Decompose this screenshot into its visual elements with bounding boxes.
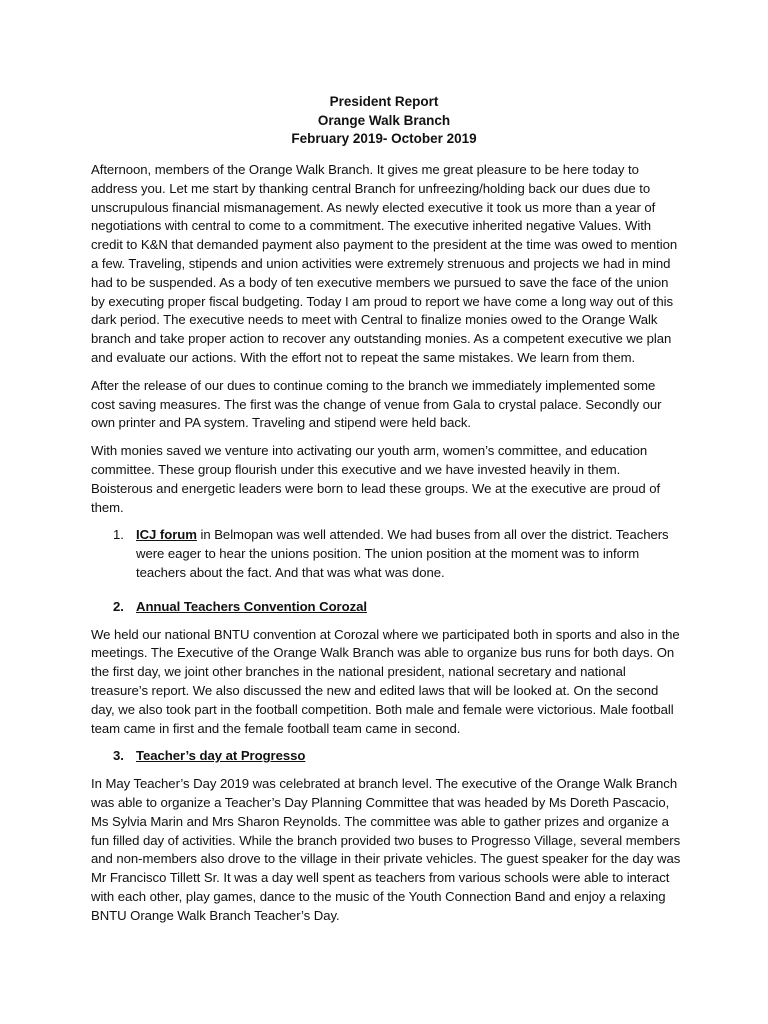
paragraph-teachers-day: In May Teacher’s Day 2019 was celebrated at branch level. The executive of the Orange Walk Branch was able to organize a Teacher’s Day Planning Committee that was headed by Ms Doreth Pascacio, Ms Sylvia Marin and Mrs Sharon Reynolds. The committee was able to gather prizes and organize a fun filled day of activities. While the branch provided two buses to Progresso Village, several members and non-members also drove to the village in their private vehicles. The guest speaker for the day was Mr Francisco Tillett Sr. It was a day well spent as teachers from various schools were able to interact with each other, play games, dance to the music of the Youth Connection Band and enjoy a relaxing BNTU Orange Walk Branch Teacher’s Day. <box>91 776 681 923</box>
section-heading-convention <box>91 598 681 617</box>
section-number: 3. <box>113 748 124 764</box>
title-line-period: February 2019- October 2019 <box>291 131 477 146</box>
list-number: 1. <box>113 527 124 543</box>
section-title-teachers-day: Teacher’s day at Progresso <box>136 748 306 764</box>
paragraph-committees: With monies saved we venture into activating our youth arm, women’s committee, and education committee. These group flourish under this executive and we have invested heavily in them. Boisterous and energetic leaders were born to lead these groups. We at the executive are proud of them. <box>91 443 661 515</box>
title-line-report: President Report <box>329 94 439 109</box>
paragraph-cost-saving: After the release of our dues to continue coming to the branch we immediately implemented some cost saving measures. The first was the change of venue from Gala to crystal palace. Secondly our own printer and PA system. Traveling and stipend were held back. <box>91 377 662 431</box>
list-heading-icj-forum: ICJ forum <box>136 527 197 543</box>
report-title <box>0 93 768 149</box>
section-number: 2. <box>113 598 124 614</box>
paragraph-intro: Afternoon, members of the Orange Walk Branch. It gives me great pleasure to be here today to address you. Let me start by thanking central Branch for unfreezing/holding back our dues due to unscrupulous financial mismanagement. As newly elected executive it took us more than a year of negotiations with central to come to a commitment. The executive inherited negative Values. With credit to K&N that demanded payment also payment to the president at the time was owed to mention a few. Traveling, stipends and union activities were extremely strenuous and projects we had in mind had to be suspended. As a body of ten executive members we pursued to save the face of the union by executing proper fiscal budgeting. Today I am proud to report we have come a long way out of this dark period. The executive needs to meet with Central to finalize monies owed to the Orange Walk branch and take proper action to recover any outstanding monies. As a competent executive we plan and evaluate our actions. With the effort not to repeat the same mistakes. We learn from them. <box>91 162 678 365</box>
section-title-convention: Annual Teachers Convention Corozal <box>136 598 367 614</box>
list-item-icj-forum <box>91 526 681 582</box>
list-text-icj-forum: in Belmopan was well attended. We had buses from all over the district. Teachers were eager to hear the unions position. The union position at the moment was to inform teachers about the fact. And that was what was done. <box>136 527 669 580</box>
title-line-branch: Orange Walk Branch <box>317 112 451 128</box>
paragraph-convention: We held our national BNTU convention at Corozal where we participated both in sports and also in the meetings. The Executive of the Orange Walk Branch was able to organize bus runs for both days. On the first day, we joint other branches in the national president, national secretary and national treasure’s report. We also discussed the new and edited laws that will be looked at. On the second day, we also took part in the football competition. Both male and female were victorious. Male football team came in first and the female football team came in second. <box>91 626 680 736</box>
report-body <box>91 161 681 934</box>
section-heading-teachers-day <box>91 747 681 766</box>
